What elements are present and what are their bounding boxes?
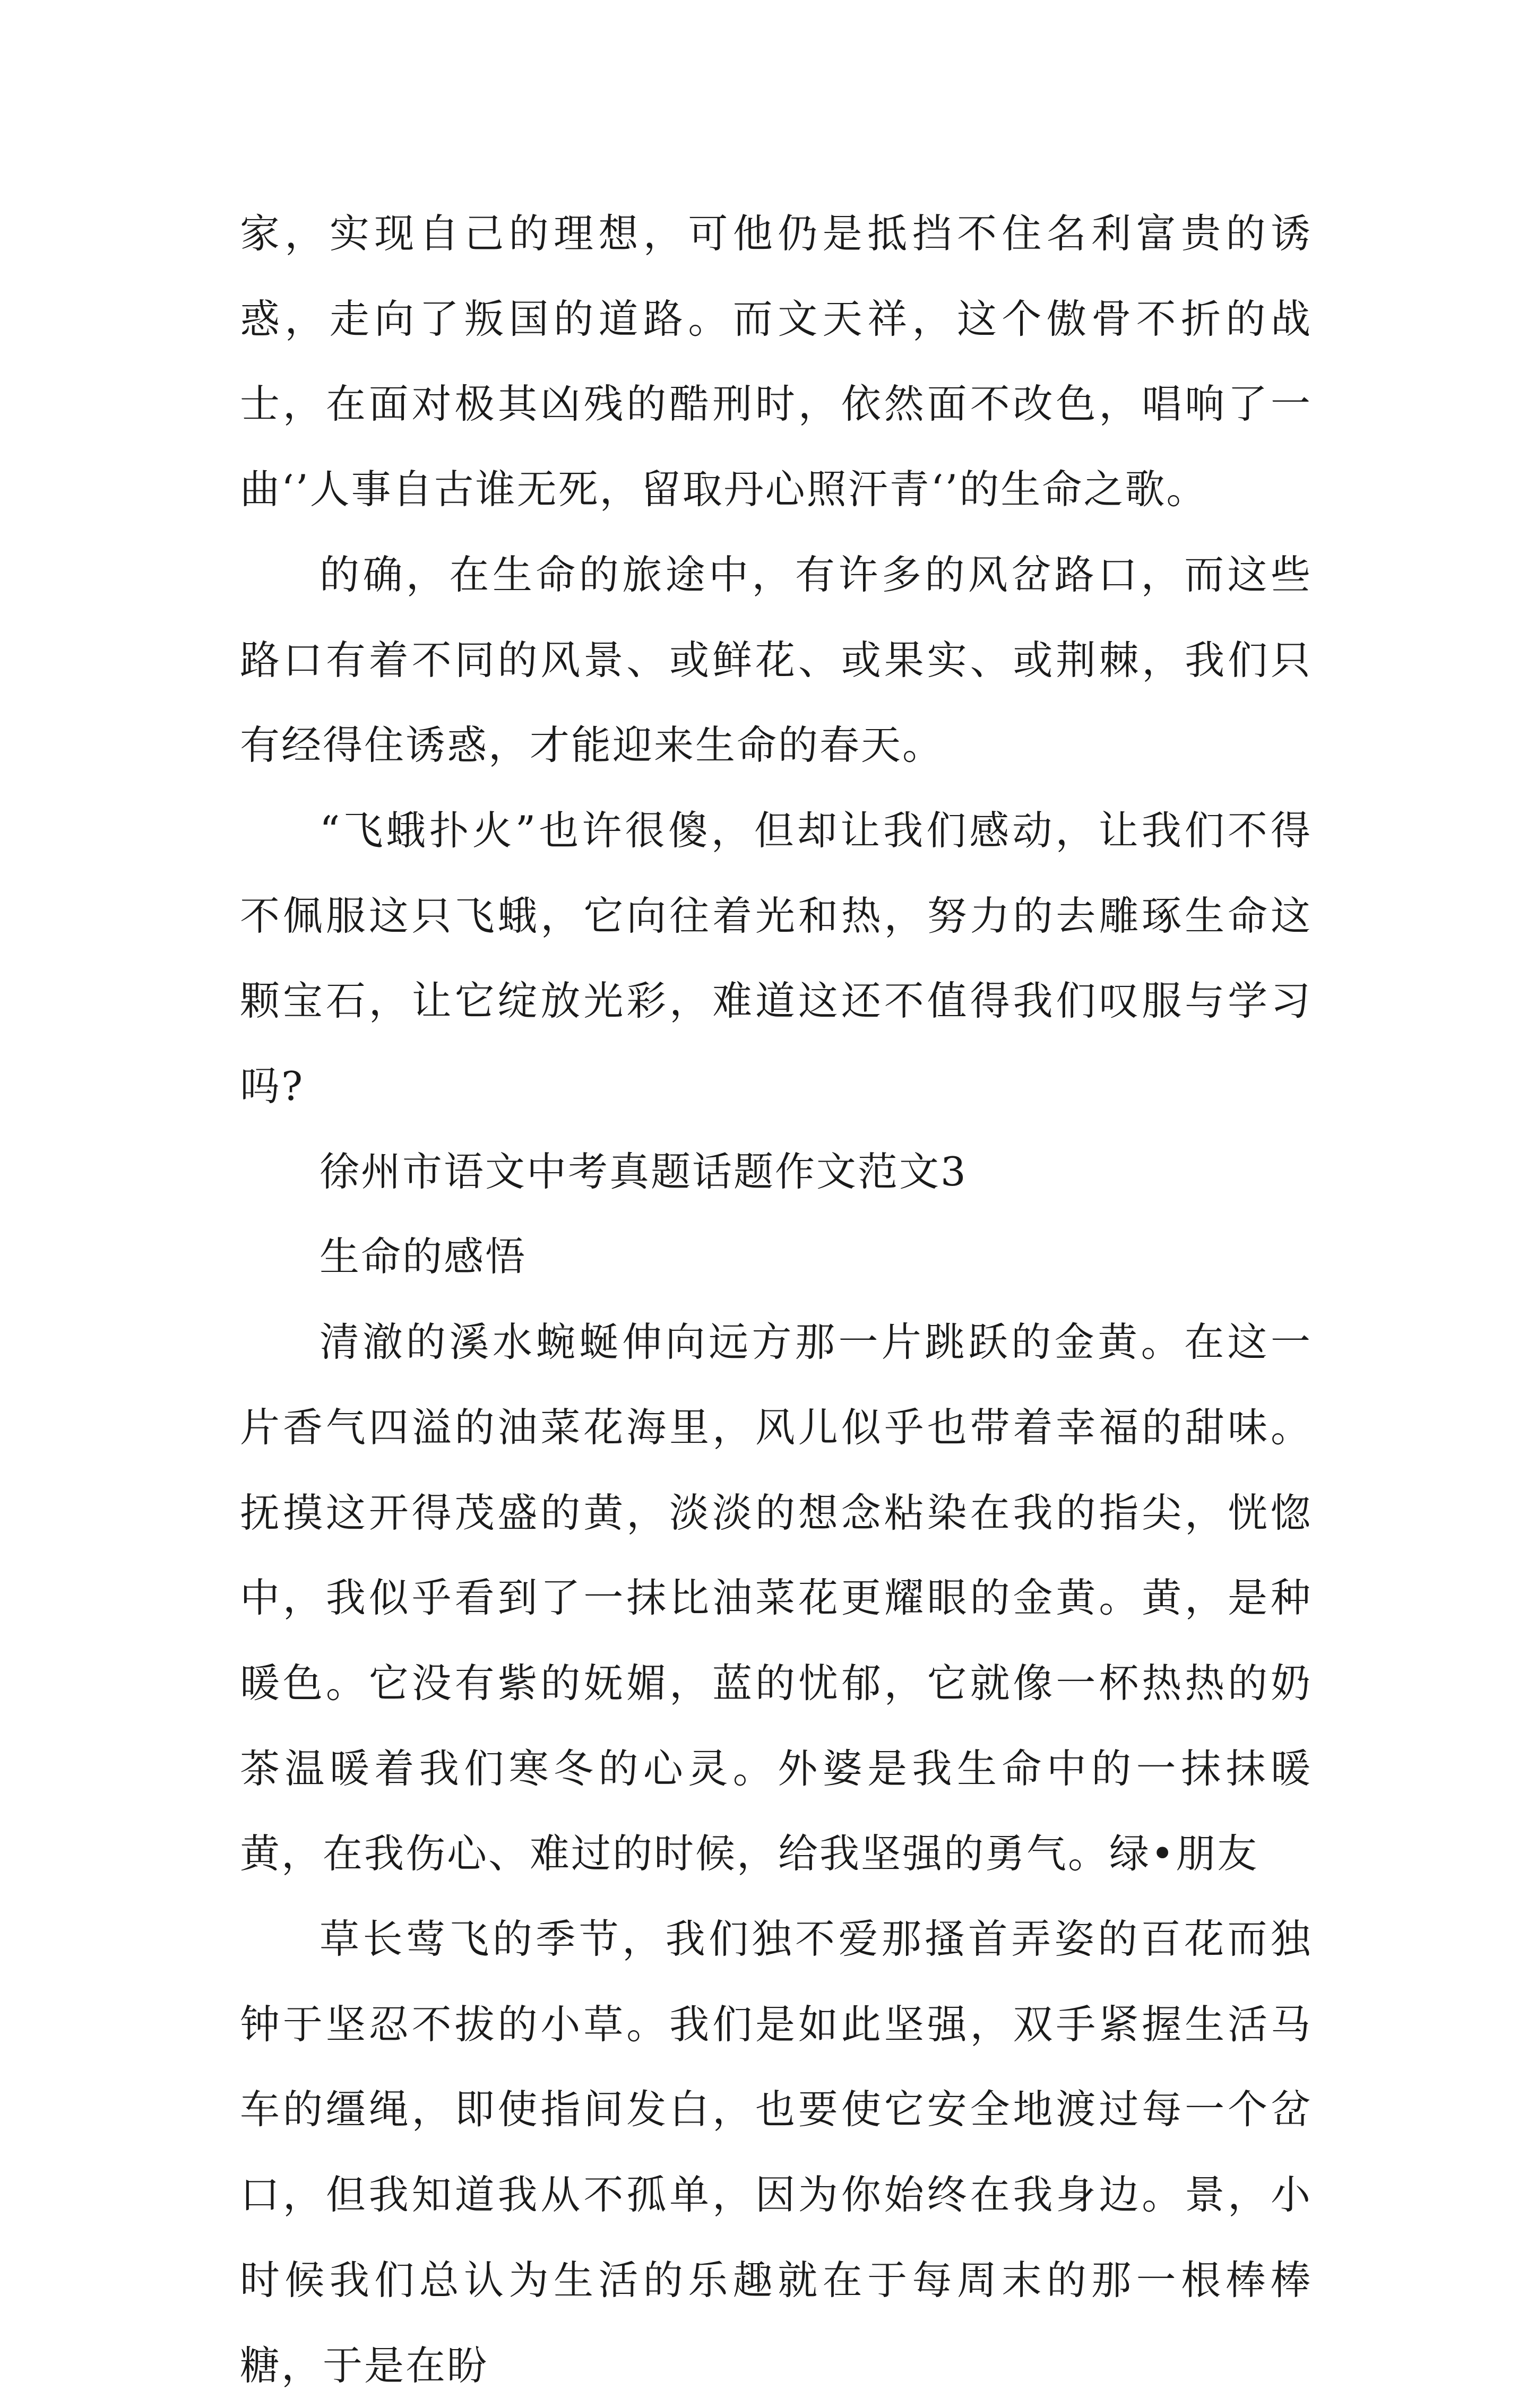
paragraph-crossroads: 的确，在生命的旅途中，有许多的风岔路口，而这些路口有着不同的风景、或鲜花、或果实、或荆棘，我们只有经得住诱惑，才能迎来生命的春天。	[240, 551, 1312, 769]
paragraph-continuation: 家，实现自己的理想，可他仍是抵挡不住名利富贵的诱惑，走向了叛国的道路。而文天祥，这个傲骨不折的战士，在面对极其凶残的酷刑时，依然面不改色，唱响了一曲‘’人事自古谁无死，留取丹心照汗青‘’的生命之歌。	[240, 210, 1312, 513]
essay-title: 生命的感悟	[320, 1233, 527, 1280]
section-title: 徐州市语文中考真题话题作文范文3	[320, 1148, 968, 1195]
document-page	[240, 191, 1312, 2408]
paragraph-yellow: 清澈的溪水蜿蜒伸向远方那一片跳跃的金黄。在这一片香气四溢的油菜花海里，风儿似乎也带着幸福的甜味。抚摸这开得茂盛的黄，淡淡的想念粘染在我的指尖，恍惚中，我似乎看到了一抹比油菜花更耀眼的金黄。黄，是种暖色。它没有紫的妩媚，蓝的忧郁，它就像一杯热热的奶茶温暖着我们寒冬的心灵。外婆是我生命中的一抹抹暖黄，在我伤心、难过的时候，给我坚强的勇气。绿•朋友	[240, 1319, 1312, 1877]
paragraph-moth: “飞蛾扑火”也许很傻，但却让我们感动，让我们不得不佩服这只飞蛾，它向往着光和热，努力的去雕琢生命这颗宝石，让它绽放光彩，难道这还不值得我们叹服与学习吗?	[240, 807, 1312, 1110]
paragraph-green: 草长莺飞的季节，我们独不爱那搔首弄姿的百花而独钟于坚忍不拔的小草。我们是如此坚强，双手紧握生活马车的缰绳，即使指间发白，也要使它安全地渡过每一个岔口，但我知道我从不孤单，因为你始终在我身边。景，小时候我们总认为生活的乐趣就在于每周末的那一根棒棒糖，于是在盼	[240, 1916, 1312, 2389]
